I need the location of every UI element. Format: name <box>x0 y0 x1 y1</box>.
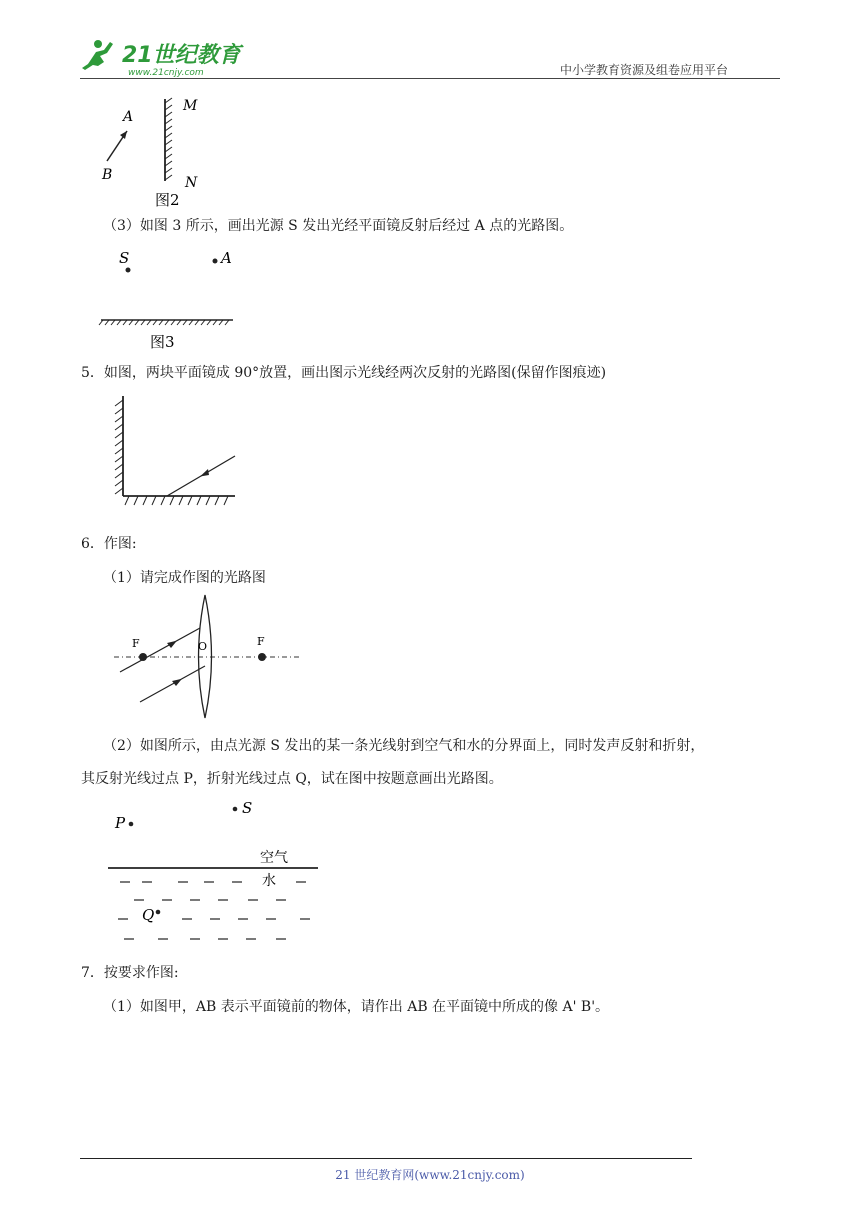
water-label-p: P <box>115 814 126 832</box>
lens-label-o: O <box>198 640 208 653</box>
water-label-water: 水 <box>262 873 276 889</box>
logo-wordmark: 21世纪教育 <box>122 43 241 68</box>
ray-through-focus <box>120 628 200 672</box>
lens-label-f-left: F <box>132 637 140 650</box>
logo-url: www.21cnjy.com <box>128 68 204 78</box>
water-label-q: Q <box>142 906 155 924</box>
site-logo <box>80 34 250 78</box>
q5-text: 5．如图，两块平面镜成 90°放置，画出图示光线经两次反射的光路图(保留作图痕迹) <box>81 365 607 381</box>
ray-parallel <box>140 666 205 702</box>
fig3-label-a: A <box>221 249 232 267</box>
figure-right-angle-mirrors <box>105 392 245 512</box>
q4-part3-text: （3）如图 3 所示，画出光源 S 发出光经平面镜反射后经过 A 点的光路图。 <box>103 218 574 234</box>
fig2-label-n: N <box>185 175 198 191</box>
fig2-label-a: A <box>123 109 134 125</box>
fig3-label-s: S <box>119 249 130 267</box>
q6-sub1-text: （1）请完成作图的光路图 <box>103 570 266 586</box>
water-label-s: S <box>242 799 253 817</box>
fig3-caption: 图3 <box>150 333 175 351</box>
figure-3 <box>95 245 245 355</box>
header-divider <box>80 78 780 79</box>
figure-convex-lens <box>110 592 310 722</box>
q6-sub2-line1: （2）如图所示，由点光源 S 发出的某一条光线射到空气和水的分界面上，同时发声反射和折射， <box>103 738 705 754</box>
q7-sub1-text: （1）如图甲，AB 表示平面镜前的物体，请作出 AB 在平面镜中所成的像 A' B'。 <box>103 999 610 1015</box>
q7-title: 7．按要求作图: <box>81 965 179 981</box>
q6-title: 6．作图: <box>81 536 137 552</box>
fig2-label-m: M <box>183 98 198 114</box>
lens-label-f-right: F <box>257 635 265 648</box>
footer-site-link[interactable]: 21 世纪教育网(www.21cnjy.com) <box>335 1168 525 1182</box>
figure-air-water-interface <box>100 798 330 953</box>
figure-2 <box>95 95 225 210</box>
fig2-label-b: B <box>102 167 113 183</box>
header-platform-name: 中小学教育资源及组卷应用平台 <box>560 63 729 77</box>
fig2-caption: 图2 <box>155 191 180 209</box>
water-label-air: 空气 <box>260 850 288 866</box>
q6-sub2-line2: 其反射光线过点 P，折射光线过点 Q，试在图中按题意画出光路图。 <box>81 771 503 787</box>
footer-divider <box>80 1158 692 1159</box>
